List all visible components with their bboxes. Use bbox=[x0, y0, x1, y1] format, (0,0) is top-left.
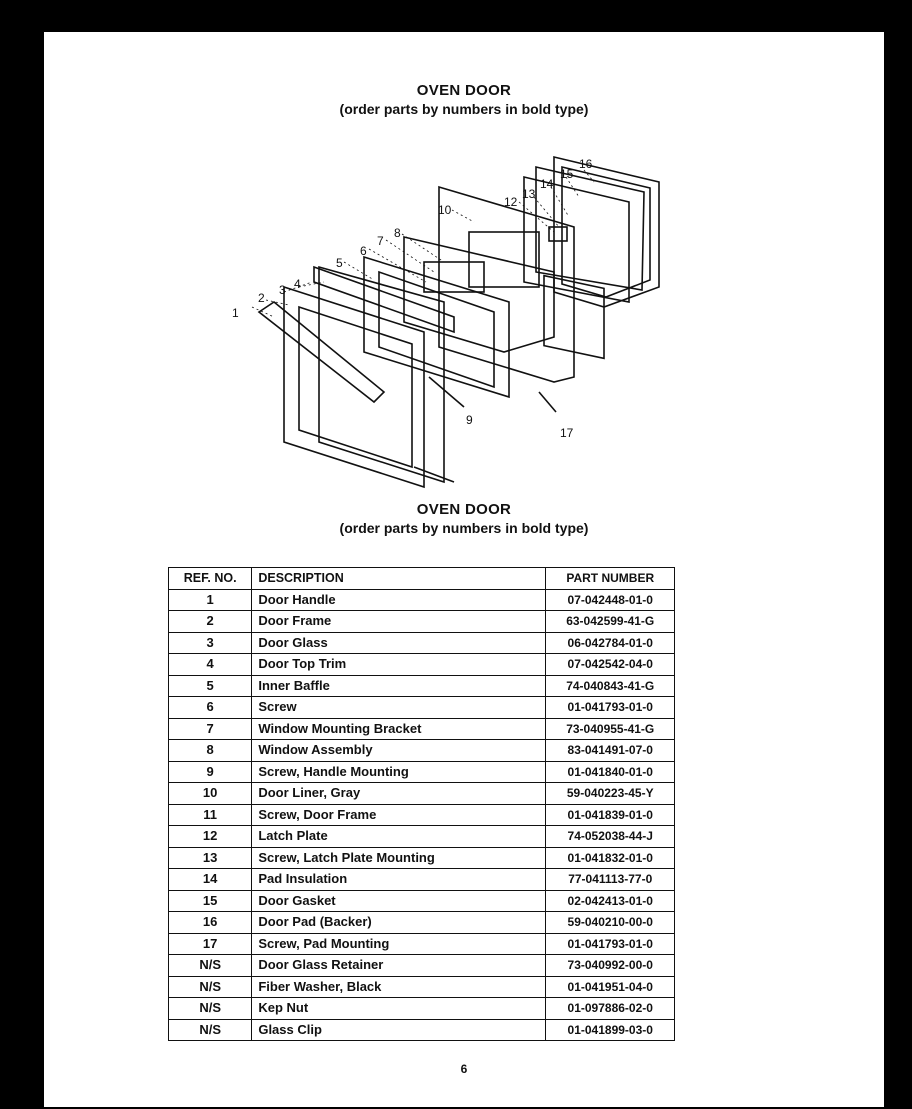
cell-part-number: 63-042599-41-G bbox=[546, 611, 675, 633]
cell-description: Window Mounting Bracket bbox=[252, 718, 546, 740]
callout-14: 14 bbox=[540, 177, 554, 191]
cell-part-number: 01-097886-02-0 bbox=[546, 998, 675, 1020]
cell-description: Glass Clip bbox=[252, 1019, 546, 1041]
callout-10: 10 bbox=[438, 203, 452, 217]
cell-ref-no: 13 bbox=[169, 847, 252, 869]
cell-ref-no: N/S bbox=[169, 998, 252, 1020]
cell-part-number: 83-041491-07-0 bbox=[546, 740, 675, 762]
cell-ref-no: N/S bbox=[169, 955, 252, 977]
cell-description: Door Pad (Backer) bbox=[252, 912, 546, 934]
table-row bbox=[169, 826, 675, 848]
callout-16: 16 bbox=[579, 157, 593, 171]
cell-ref-no: 1 bbox=[169, 589, 252, 611]
cell-ref-no: 8 bbox=[169, 740, 252, 762]
cell-ref-no: 5 bbox=[169, 675, 252, 697]
callout-6: 6 bbox=[360, 244, 367, 258]
header-ref-no: REF. NO. bbox=[169, 568, 252, 590]
cell-ref-no: 15 bbox=[169, 890, 252, 912]
table-row bbox=[169, 976, 675, 998]
cell-part-number: 59-040223-45-Y bbox=[546, 783, 675, 805]
cell-part-number: 01-041899-03-0 bbox=[546, 1019, 675, 1041]
cell-part-number: 74-052038-44-J bbox=[546, 826, 675, 848]
inner-baffle-part bbox=[364, 257, 509, 397]
table-row bbox=[169, 611, 675, 633]
cell-ref-no: 14 bbox=[169, 869, 252, 891]
cell-part-number: 77-041113-77-0 bbox=[546, 869, 675, 891]
cell-description: Door Glass bbox=[252, 632, 546, 654]
callout-12: 12 bbox=[504, 195, 518, 209]
cell-ref-no: 10 bbox=[169, 783, 252, 805]
table-row bbox=[169, 697, 675, 719]
callout-9: 9 bbox=[466, 413, 473, 427]
callout-15: 15 bbox=[560, 167, 574, 181]
cell-description: Screw, Handle Mounting bbox=[252, 761, 546, 783]
callout-5: 5 bbox=[336, 256, 343, 270]
table-row bbox=[169, 998, 675, 1020]
cell-part-number: 01-041840-01-0 bbox=[546, 761, 675, 783]
callout-8: 8 bbox=[394, 226, 401, 240]
cell-description: Screw, Pad Mounting bbox=[252, 933, 546, 955]
callout-1: 1 bbox=[232, 306, 239, 320]
exploded-parts-diagram bbox=[174, 122, 734, 492]
top-title-block bbox=[44, 82, 884, 117]
table-row bbox=[169, 675, 675, 697]
cell-ref-no: N/S bbox=[169, 976, 252, 998]
cell-part-number: 73-040955-41-G bbox=[546, 718, 675, 740]
table-row bbox=[169, 912, 675, 934]
callout-3: 3 bbox=[279, 283, 286, 297]
cell-part-number: 06-042784-01-0 bbox=[546, 632, 675, 654]
header-description: DESCRIPTION bbox=[252, 568, 546, 590]
cell-description: Pad Insulation bbox=[252, 869, 546, 891]
page-subtitle: (order parts by numbers in bold type) bbox=[339, 101, 589, 117]
table-row bbox=[169, 783, 675, 805]
table-row bbox=[169, 933, 675, 955]
table-row bbox=[169, 847, 675, 869]
parts-table bbox=[168, 567, 675, 1041]
callout-2: 2 bbox=[258, 291, 265, 305]
table-row bbox=[169, 955, 675, 977]
table-subtitle: (order parts by numbers in bold type) bbox=[339, 520, 589, 536]
cell-ref-no: 4 bbox=[169, 654, 252, 676]
cell-part-number: 73-040992-00-0 bbox=[546, 955, 675, 977]
cell-part-number: 07-042448-01-0 bbox=[546, 589, 675, 611]
cell-description: Inner Baffle bbox=[252, 675, 546, 697]
table-title: OVEN DOOR bbox=[416, 501, 512, 518]
header-part-number: PART NUMBER bbox=[546, 568, 675, 590]
cell-part-number: 07-042542-04-0 bbox=[546, 654, 675, 676]
cell-description: Latch Plate bbox=[252, 826, 546, 848]
callout-13: 13 bbox=[522, 187, 536, 201]
cell-description: Fiber Washer, Black bbox=[252, 976, 546, 998]
cell-description: Door Top Trim bbox=[252, 654, 546, 676]
cell-part-number: 01-041793-01-0 bbox=[546, 933, 675, 955]
cell-ref-no: 2 bbox=[169, 611, 252, 633]
cell-description: Door Glass Retainer bbox=[252, 955, 546, 977]
cell-description: Screw bbox=[252, 697, 546, 719]
cell-ref-no: 12 bbox=[169, 826, 252, 848]
table-row bbox=[169, 1019, 675, 1041]
cell-part-number: 01-041839-01-0 bbox=[546, 804, 675, 826]
cell-ref-no: N/S bbox=[169, 1019, 252, 1041]
page-number: 6 bbox=[460, 1062, 468, 1076]
cell-ref-no: 6 bbox=[169, 697, 252, 719]
table-row bbox=[169, 632, 675, 654]
table-row bbox=[169, 589, 675, 611]
cell-part-number: 01-041951-04-0 bbox=[546, 976, 675, 998]
cell-ref-no: 16 bbox=[169, 912, 252, 934]
cell-description: Door Handle bbox=[252, 589, 546, 611]
table-row bbox=[169, 654, 675, 676]
table-row bbox=[169, 761, 675, 783]
cell-description: Screw, Door Frame bbox=[252, 804, 546, 826]
table-header-row bbox=[169, 568, 675, 590]
cell-description: Door Liner, Gray bbox=[252, 783, 546, 805]
table-row bbox=[169, 869, 675, 891]
table-title-block bbox=[44, 501, 884, 536]
callout-7: 7 bbox=[377, 234, 384, 248]
cell-description: Screw, Latch Plate Mounting bbox=[252, 847, 546, 869]
cell-description: Door Frame bbox=[252, 611, 546, 633]
cell-part-number: 02-042413-01-0 bbox=[546, 890, 675, 912]
callout-17: 17 bbox=[560, 426, 574, 440]
cell-ref-no: 9 bbox=[169, 761, 252, 783]
cell-part-number: 59-040210-00-0 bbox=[546, 912, 675, 934]
table-row bbox=[169, 740, 675, 762]
table-row bbox=[169, 804, 675, 826]
cell-ref-no: 3 bbox=[169, 632, 252, 654]
cell-ref-no: 17 bbox=[169, 933, 252, 955]
cell-part-number: 74-040843-41-G bbox=[546, 675, 675, 697]
cell-description: Door Gasket bbox=[252, 890, 546, 912]
cell-ref-no: 11 bbox=[169, 804, 252, 826]
cell-part-number: 01-041793-01-0 bbox=[546, 697, 675, 719]
cell-part-number: 01-041832-01-0 bbox=[546, 847, 675, 869]
cell-ref-no: 7 bbox=[169, 718, 252, 740]
window-assembly-part bbox=[404, 237, 554, 352]
table-row bbox=[169, 718, 675, 740]
cell-description: Window Assembly bbox=[252, 740, 546, 762]
callout-4: 4 bbox=[294, 277, 301, 291]
document-page bbox=[44, 32, 884, 1107]
page-title: OVEN DOOR bbox=[416, 82, 512, 99]
table-row bbox=[169, 890, 675, 912]
cell-description: Kep Nut bbox=[252, 998, 546, 1020]
